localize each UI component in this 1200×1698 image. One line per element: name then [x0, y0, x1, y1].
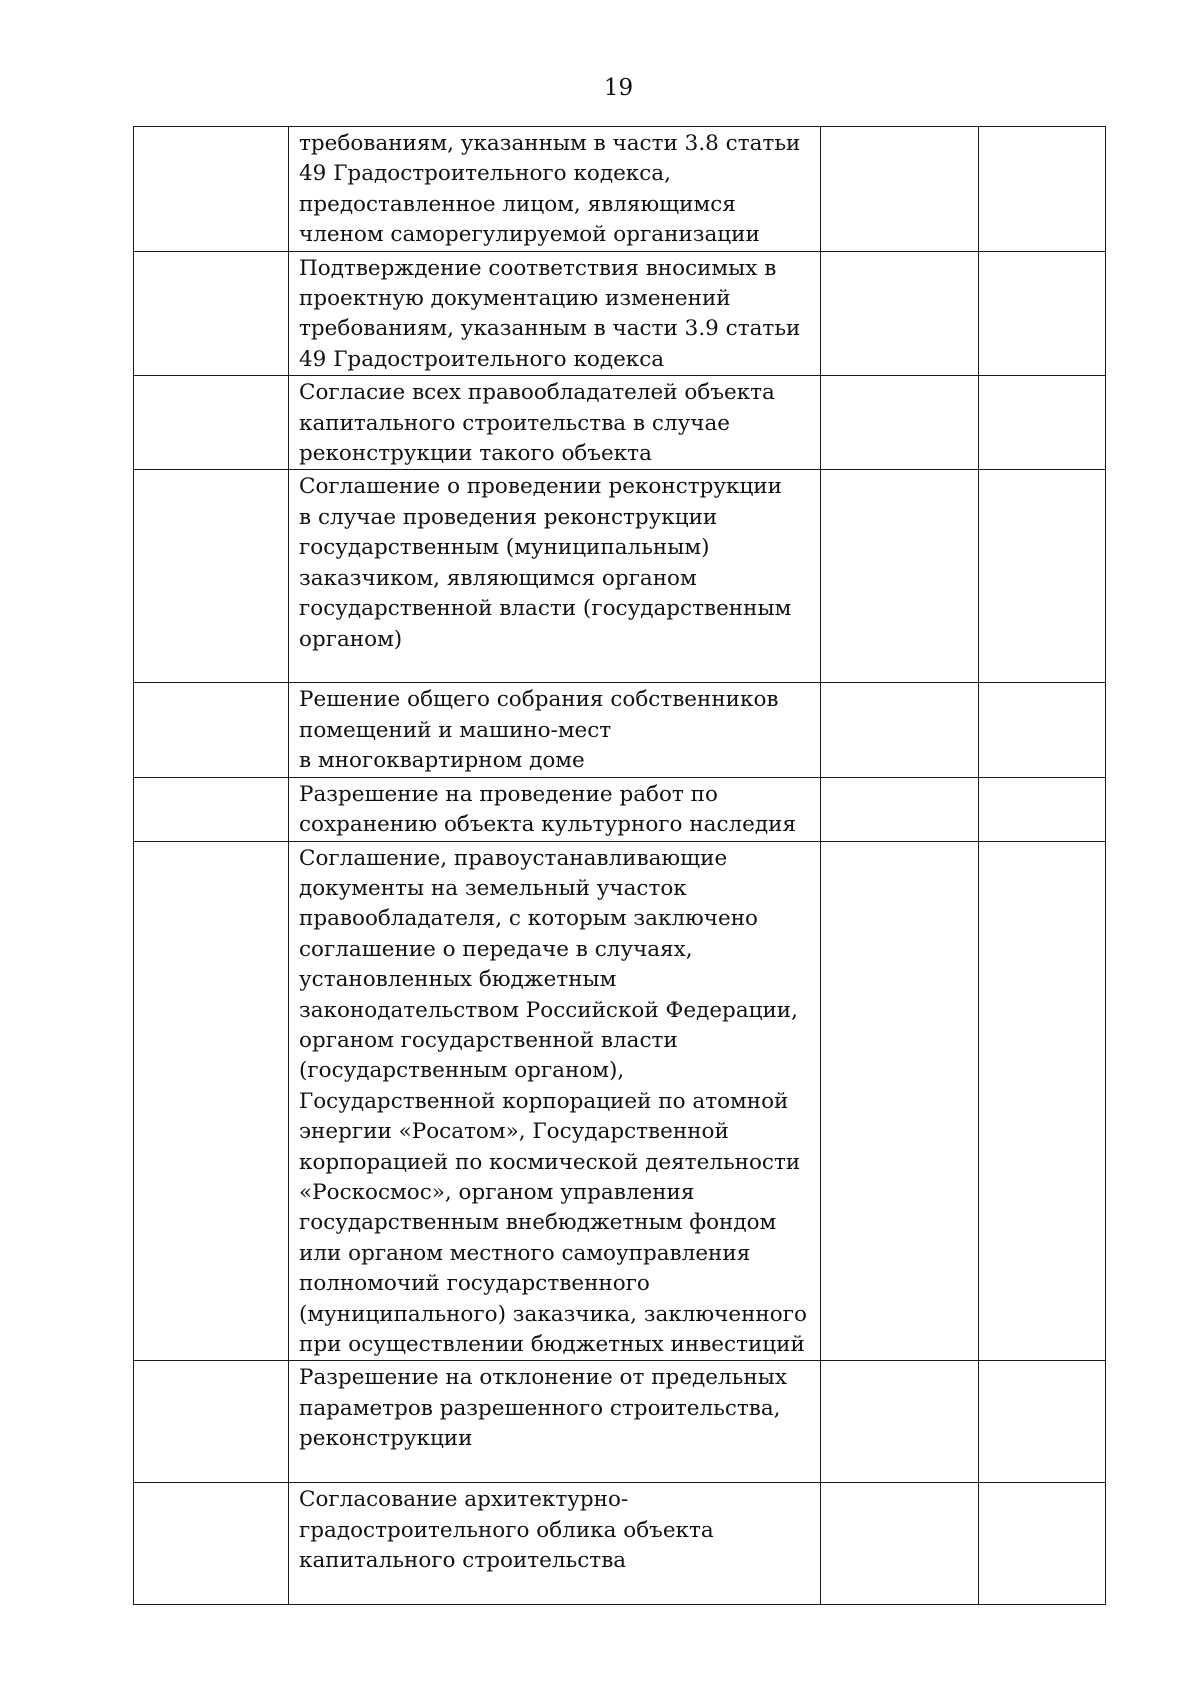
table-cell-empty	[134, 127, 289, 252]
page-number: 19	[603, 75, 634, 101]
table-cell-empty	[821, 251, 979, 376]
table-cell-text	[289, 127, 821, 252]
table-cell-empty	[821, 376, 979, 470]
table-cell-text	[289, 251, 821, 376]
row-text: Согласование архитектурно- градостроительного облика объекта капитального строительства	[299, 1487, 714, 1574]
table-row	[134, 683, 1106, 777]
row-text: требованиям, указанным в части 3.8 статьи 49 Градостроительного кодекса, предоставленное лицом, являющимся членом саморегулируемой организации	[299, 131, 801, 248]
table-cell-text	[289, 683, 821, 777]
table-row	[134, 841, 1106, 1361]
table-cell-empty	[821, 777, 979, 841]
row-text: Разрешение на проведение работ по сохранению объекта культурного наследия	[299, 781, 797, 838]
table-cell-text	[289, 1361, 821, 1483]
table-cell-empty	[134, 376, 289, 470]
table-cell-empty	[134, 1361, 289, 1483]
table-cell-empty	[979, 1483, 1106, 1605]
table-cell-empty	[821, 470, 979, 683]
table-cell-empty	[821, 841, 979, 1361]
table-row	[134, 777, 1106, 841]
table-cell-text	[289, 470, 821, 683]
table-cell-text	[289, 841, 821, 1361]
table-cell-empty	[821, 127, 979, 252]
table-cell-empty	[821, 1361, 979, 1483]
table-cell-empty	[979, 376, 1106, 470]
table-row	[134, 470, 1106, 683]
table-row	[134, 1361, 1106, 1483]
row-text: Разрешение на отклонение от предельных параметров разрешенного строительства, реконструкции	[299, 1365, 787, 1452]
table-cell-empty	[979, 683, 1106, 777]
row-text: Соглашение о проведении реконструкции в случае проведения реконструкции государственным (муниципальным) заказчиком, являющимся органом государственной власти (государственным органом)	[299, 474, 792, 652]
table-cell-text	[289, 1483, 821, 1605]
table-row	[134, 127, 1106, 252]
row-text: Согласие всех правообладателей объекта капитального строительства в случае реконструкции такого объекта	[299, 380, 775, 467]
table-cell-empty	[821, 683, 979, 777]
table-cell-empty	[134, 841, 289, 1361]
table-cell-empty	[979, 470, 1106, 683]
row-text: Соглашение, правоустанавливающие документы на земельный участок правообладателя, с которым заключено соглашение о передаче в случаях, установленных бюджетным законодательством Российской Федерации, органом государственной власти (государственным органом), Государственной корпорацией по атомной энергии «Росатом», Государственной корпорацией по космической деятельности «Роскосмос», органом управления государственным внебюджетным фондом или органом местного самоуправления полномочий государственного (муниципального) заказчика, заключенного при осуществлении бюджетных инвестиций	[299, 845, 807, 1357]
table-cell-empty	[821, 1483, 979, 1605]
table-cell-empty	[979, 841, 1106, 1361]
table-cell-empty	[134, 1483, 289, 1605]
table-cell-empty	[979, 251, 1106, 376]
table-cell-empty	[134, 251, 289, 376]
table-cell-empty	[134, 683, 289, 777]
table-cell-text	[289, 376, 821, 470]
table-cell-text	[289, 777, 821, 841]
table-cell-empty	[979, 777, 1106, 841]
table-row	[134, 251, 1106, 376]
table-row	[134, 376, 1106, 470]
table-cell-empty	[979, 127, 1106, 252]
document-table	[133, 126, 1106, 1605]
table-row	[134, 1483, 1106, 1605]
row-text: Подтверждение соответствия вносимых в проектную документацию изменений требованиям, указанным в части 3.9 статьи 49 Градостроительного кодекса	[299, 255, 801, 372]
table-cell-empty	[134, 777, 289, 841]
table-cell-empty	[979, 1361, 1106, 1483]
row-text: Решение общего собрания собственников помещений и машино-мест в многоквартирном доме	[299, 687, 779, 774]
table-cell-empty	[134, 470, 289, 683]
